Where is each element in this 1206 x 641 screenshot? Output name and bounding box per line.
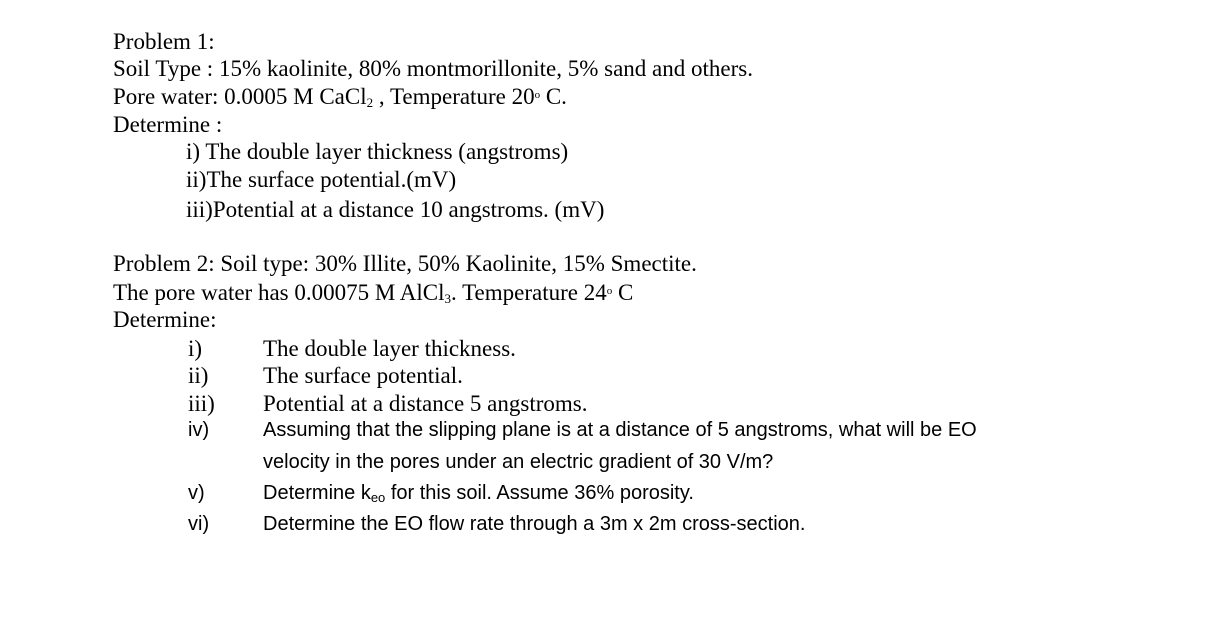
problem2-item-3-number: iii)	[188, 391, 215, 416]
problem2-pore-water-prefix: The pore water has 0.00075 M AlCl	[113, 280, 445, 305]
problem2-soil-type: Problem 2: Soil type: 30% Illite, 50% Kaolinite, 15% Smectite.	[113, 251, 697, 276]
problem1-item-3: iii)Potential at a distance 10 angstroms. (mV)	[186, 197, 605, 222]
problem2-pore-water-mid: . Temperature 24	[451, 280, 607, 305]
problem2-determine: Determine:	[113, 307, 217, 332]
problem1-pore-water	[113, 85, 567, 108]
problem2-item-4-number: iv)	[188, 419, 210, 441]
problem1-pore-water-prefix: Pore water: 0.0005 M CaCl	[113, 84, 367, 109]
problem1-pore-water-suffix: C.	[540, 84, 567, 109]
problem2-pore-water	[113, 281, 633, 304]
problem2-item-5-prefix: Determine k	[263, 482, 371, 504]
problem1-title: Problem 1:	[113, 29, 215, 54]
problem2-item-2-number: ii)	[188, 363, 209, 388]
problem1-determine: Determine :	[113, 112, 223, 137]
problem2-item-6-number: vi)	[188, 513, 210, 535]
problem2-item-1-text: The double layer thickness.	[263, 336, 516, 361]
problem2-degree-symbol: o	[606, 285, 613, 297]
problem2-item-3-text: Potential at a distance 5 angstroms.	[263, 391, 588, 416]
problem2-item-4-text: Assuming that the slipping plane is at a distance of 5 angstroms, what will be EO	[263, 419, 977, 441]
problem2-item-2-text: The surface potential.	[263, 363, 463, 388]
problem2-item-4-text-continued: velocity in the pores under an electric gradient of 30 V/m?	[263, 451, 774, 473]
problem1-item-2: ii)The surface potential.(mV)	[186, 167, 457, 192]
problem2-item-1-number: i)	[188, 336, 203, 361]
problem2-item-6-text: Determine the EO flow rate through a 3m x 2m cross-section.	[263, 513, 806, 535]
problem2-item-5-text	[263, 483, 694, 503]
problem2-pore-water-subscript: 3	[444, 291, 452, 306]
problem1-pore-water-subscript: 2	[366, 95, 374, 110]
problem2-item-5-suffix: for this soil. Assume 36% porosity.	[385, 482, 694, 504]
problem1-degree-symbol: o	[534, 89, 541, 101]
problem1-pore-water-mid: , Temperature 20	[373, 84, 535, 109]
problem2-pore-water-suffix: C	[612, 280, 634, 305]
problem2-item-5-subscript: eo	[370, 490, 386, 505]
problem1-soil-type: Soil Type : 15% kaolinite, 80% montmorillonite, 5% sand and others.	[113, 56, 753, 81]
problem2-item-5-number: v)	[188, 482, 205, 504]
problem1-item-1: i) The double layer thickness (angstroms)	[186, 139, 569, 164]
